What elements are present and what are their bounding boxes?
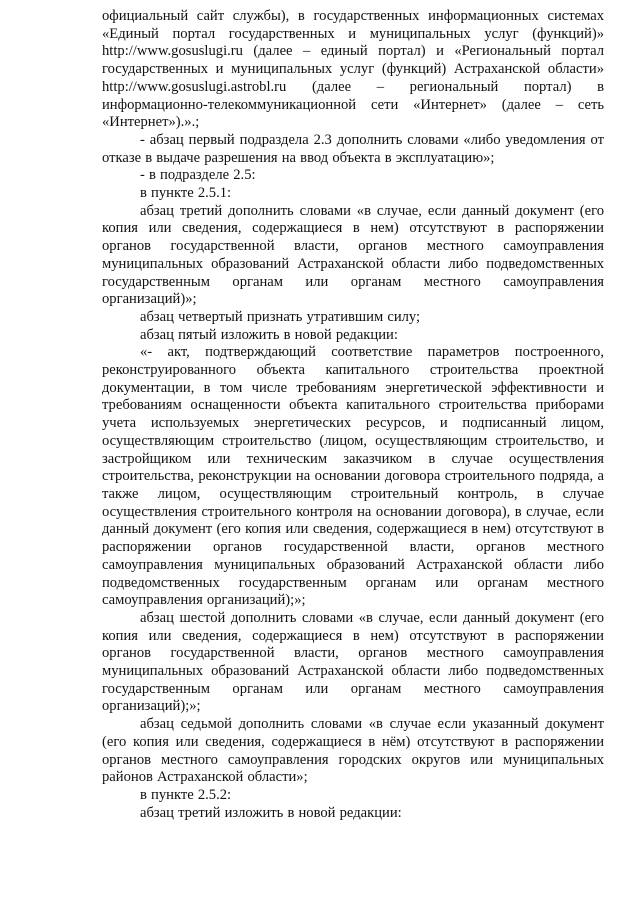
paragraph: «- акт, подтверждающий соответствие параметров построенного, реконструированного объекта капитального строительства проектной документации, в том числе требованиям энергетической эффективности и требованиям оснащенности объекта капитального строительства приборами учета используемых энергетических ресурсов, и подписанный лицом, осуществляющим строительство (лицом, осуществляющим строительство, и застройщиком или техническим заказчиком в случае осуществления строительства, реконструкции на основании договора строительного подряда, а также лицом, осуществляющим строительный контроль, в случае осуществления строительного контроля на основании договора), в случае, если данный документ (его копия или сведения, содержащиеся в нем) отсутствуют в распоряжении органов государственной власти, органов местного самоуправления муниципальных образований Астраханской области либо подведомственных государственным органам или органам местного самоуправления организаций);»; [102,344,604,609]
paragraph: - абзац первый подраздела 2.3 дополнить словами «либо уведомления от отказе в выдаче разрешения на ввод объекта в эксплуатацию»; [102,131,604,166]
paragraph: абзац шестой дополнить словами «в случае, если данный документ (его копия или сведения, содержащиеся в нем) отсутствуют в распоряжении органов государственной власти, органов местного самоуправления муниципальных образований Астраханской области либо подведомственных государственным органам или органам местного самоуправления организаций);»; [102,609,604,715]
paragraph: абзац третий изложить в новой редакции: [140,804,402,821]
paragraph: абзац пятый изложить в новой редакции: [140,326,398,343]
paragraph: в пункте 2.5.2: [140,786,232,803]
paragraph: абзац третий дополнить словами «в случае, если данный документ (его копия или сведения, содержащиеся в нем) отсутствуют в распоряжении органов государственной власти, органов местного самоуправления муниципальных образований Астраханской области либо подведомственных государственным органам или органам местного самоуправления организаций)»; [102,202,604,308]
paragraph: - в подразделе 2.5: [140,167,256,184]
paragraph: в пункте 2.5.1: [140,185,232,202]
paragraph: абзац седьмой дополнить словами «в случае если указанный документ (его копия или сведения, содержащиеся в нём) отсутствуют в распоряжении органов местного самоуправления городских округов или муниципальных районов Астраханской области»; [102,716,604,786]
paragraph: официальный сайт службы), в государственных информационных системах «Единый портал государственных и муниципальных услуг (функций)» http://www.gosuslugi.ru (далее – единый портал) и «Региональный портал государственных и муниципальных услуг (функций) Астраханской области» http://www.gosuslugi.astrobl.ru (далее – региональный портал) в информационно-телекоммуникационной сети «Интернет» (далее – сеть «Интернет»).».; [102,8,604,131]
paragraph: абзац четвертый признать утратившим силу; [140,308,421,325]
